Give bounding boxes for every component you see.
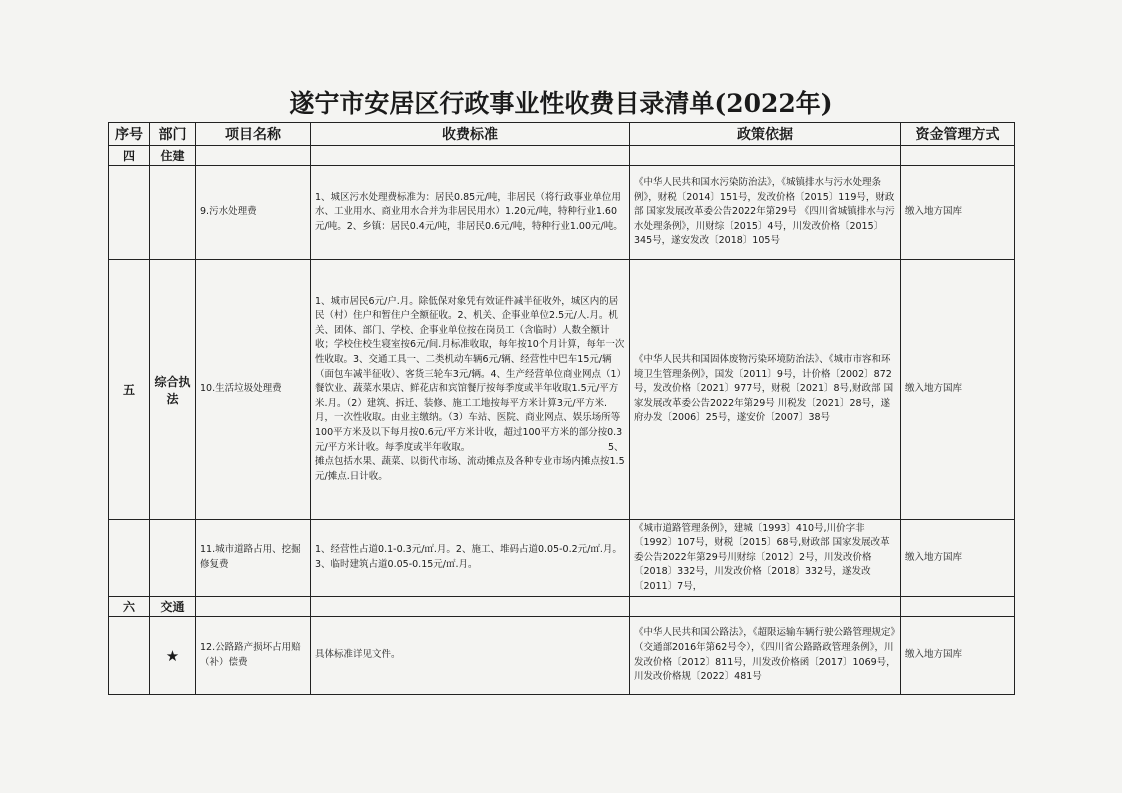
section-dept: 综合执法 (150, 260, 196, 520)
table-row (109, 166, 1015, 260)
fee-table (108, 122, 1015, 695)
header-basis: 政策依据 (630, 123, 901, 146)
table-row (109, 260, 1015, 520)
policy-basis: 《中华人民共和国水污染防治法》，《城镇排水与污水处理条例》，财税〔2014〕151号，发改价格〔2015〕119号，财政部 国家发展改革委公告2022年第29号 《四川省城镇排水与污水处理条例》，川财综〔2015〕4号，川发改价格〔2015〕345号，遂安发改〔2018〕105号 (630, 166, 901, 260)
section-no: 四 (109, 146, 150, 166)
item-name: 10.生活垃圾处理费 (196, 260, 311, 520)
fee-standard: 1、城区污水处理费标准为：居民0.85元/吨，非居民（将行政事业单位用水、工业用水、商业用水合并为非居民用水）1.20元/吨，特种行业1.60元/吨。2、乡镇：居民0.4元/吨，非居民0.6元/吨，特种行业1.00元/吨。 (311, 166, 630, 260)
fee-standard: 具体标准详见文件。 (311, 617, 630, 695)
fund-management: 缴入地方国库 (901, 617, 1015, 695)
fee-standard: 1、城市居民6元/户.月。除低保对象凭有效证件减半征收外，城区内的居民（村）住户和暂住户全额征收。2、机关、企事业单位2.5元/人.月。机关、团体、部门、学校、企事业单位按在岗员工（含临时）人数全额计收；学校住校生寝室按6元/间.月标准收取，每年按10个月计算，每年一次性收取。3、交通工具一、二类机动车辆6元/辆、经营性中巴车15元/辆（面包车减半征收）、客货三轮车3元/辆。4、生产经营单位商业网点（1）餐饮业、蔬菜水果店、鲜花店和宾馆餐厅按每季度或半年收取1.5元/平方米.月。（2）建筑、拆迁、装修、施工工地按每平方米计算3元/平方米.月，一次性收取。由业主缴纳。（3）车站、医院、商业网点、娱乐场所等100平方米及以下每月按0.6元/平方米计收，超过100平方米的部分按0.3元/平方米计收。每季度或半年收取。 5、摊点包括水果、蔬菜、以街代市场、流动摊点及各种专业市场内摊点按1.5元/摊点.日计收。 (311, 260, 630, 520)
section-dept: 交通 (150, 597, 196, 617)
fund-management: 缴入地方国库 (901, 520, 1015, 597)
table-header-row (109, 123, 1015, 146)
policy-basis: 《中华人民共和国公路法》，《超限运输车辆行驶公路管理规定》（交通部2016年第62号令），《四川省公路路政管理条例》，川发改价格〔2012〕811号，川发改价格函〔2017〕1069号，川发改价格规〔2022〕481号 (630, 617, 901, 695)
fee-standard: 1、经营性占道0.1-0.3元/㎡.月。2、施工、堆码占道0.05-0.2元/㎡.月。3、临时建筑占道0.05-0.15元/㎡.月。 (311, 520, 630, 597)
section-row (109, 146, 1015, 166)
table-row (109, 617, 1015, 695)
fund-management: 缴入地方国库 (901, 260, 1015, 520)
header-item-name: 项目名称 (196, 123, 311, 146)
header-dept: 部门 (150, 123, 196, 146)
header-no: 序号 (109, 123, 150, 146)
item-name: 11.城市道路占用、挖掘修复费 (196, 520, 311, 597)
section-no: 五 (109, 260, 150, 520)
page-title: 遂宁市安居区行政事业性收费目录清单(2022年) (289, 89, 833, 118)
item-name: 12.公路路产损坏占用赔（补）偿费 (196, 617, 311, 695)
fund-management: 缴入地方国库 (901, 166, 1015, 260)
star-icon: ★ (150, 617, 196, 695)
table-row (109, 520, 1015, 597)
section-row (109, 597, 1015, 617)
policy-basis: 《城市道路管理条例》，建城〔1993〕410号,川价字非〔1992〕107号，财税〔2015〕68号,财政部 国家发展改革委公告2022年第29号川财综〔2012〕2号，川发改价格〔2018〕332号，川发改价格〔2018〕332号，遂发改〔2011〕7号， (630, 520, 901, 597)
section-no: 六 (109, 597, 150, 617)
section-dept: 住建 (150, 146, 196, 166)
header-fund: 资金管理方式 (901, 123, 1015, 146)
policy-basis: 《中华人民共和国固体废物污染环境防治法》、《城市市容和环境卫生管理条例》，国发〔2011〕9号，计价格〔2002〕872号，发改价格〔2021〕977号，财税〔2021〕8号,财政部 国家发展改革委公告2022年第29号 川税发〔2021〕28号，遂府办发〔2006〕25号，遂安价〔2007〕38号 (630, 260, 901, 520)
header-standard: 收费标准 (311, 123, 630, 146)
item-name: 9.污水处理费 (196, 166, 311, 260)
